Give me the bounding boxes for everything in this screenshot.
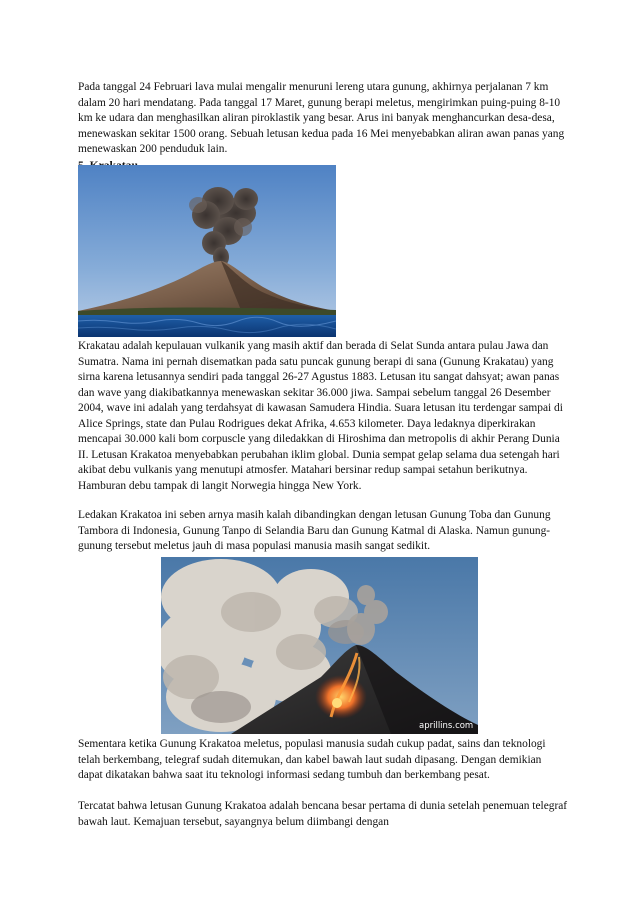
paragraph-eruption-history: Pada tanggal 24 Februari lava mulai mengalir menuruni lereng utara gunung, akhirnya perjalanan 7 km dalam 20 hari mendatang. Pada tanggal 17 Maret, gunung berapi meletus, mengirimkan puing-puing 8-10 km ke udara dan menghasilkan aliran piroklastik yang besar. Arus ini banyak menghancurkan desa-desa, menewaskan sekitar 1500 orang. Sebuah letusan kedua pada 16 Mei menyebabkan aliran awan panas yang menewaskan 200 penduduk lain. [78,81,565,155]
krakatau-eruption-photo [161,557,478,734]
paragraph-krakatau-comparison: Ledakan Krakatoa ini seben arnya masih kalah dibandingkan dengan letusan Gunung Toba dan Gunung Tambora di Indonesia, Gunung Tanpo di Selandia Baru dan Gunung Katmal di Alaska. Namun gunung-gunung tersebut meletus jauh di masa populasi manusia masih sangat sedikit. [78,509,551,552]
krakatau-eruption-illustration [161,557,478,734]
paragraph-telegraph: Tercatat bahwa letusan Gunung Krakatoa adalah bencana besar pertama di dunia setelah penemuan telegraf bawah laut. Kemajuan tersebut, sayangnya belum diimbangi dengan [78,800,568,828]
photo-watermark: aprillins.com [419,721,474,731]
krakatau-island-illustration [78,165,336,337]
krakatau-island-photo [78,165,336,337]
paragraph-population-technology: Sementara ketika Gunung Krakatoa meletus, populasi manusia sudah cukup padat, sains dan teknologi telah berkembang, telegraf sudah ditemukan, dan kabel bawah laut sudah dipasang. Dengan demikian dapat dikatakan bahwa saat itu teknologi informasi sedang tumbuh dan berkembang pesat. [78,738,546,781]
paragraph-krakatau-description: Krakatau adalah kepulauan vulkanik yang masih aktif dan berada di Selat Sunda antara pulau Jawa dan Sumatra. Nama ini pernah disematkan pada satu puncak gunung berapi di sana (Gunung Krakatau) yang sirna karena letusannya sendiri pada tanggal 26-27 Agustus 1883. Letusan itu sangat dahsyat; awan panas dan wave yang diakibatkannya menewaskan sekitar 36.000 jiwa. Sampai sebelum tanggal 26 Desember 2004, wave ini adalah yang terdahsyat di kawasan Samudera Hindia. Suara letusan itu terdengar sampai di Alice Springs, state dan Pulau Rodrigues dekat Afrika, 4.653 kilometer. Daya ledaknya diperkirakan mencapai 30.000 kali bom corpuscle yang diledakkan di Hiroshima dan metropolis di akhir Perang Dunia II. Letusan Krakatoa menyebabkan perubahan iklim global. Dunia sempat gelap selama dua setengah hari akibat debu vulkanis yang menutupi atmosfer. Matahari bersinar redup sampai setahun berikutnya. Hamburan debu tampak di langit Norwegia hingga New York. [78,340,563,492]
